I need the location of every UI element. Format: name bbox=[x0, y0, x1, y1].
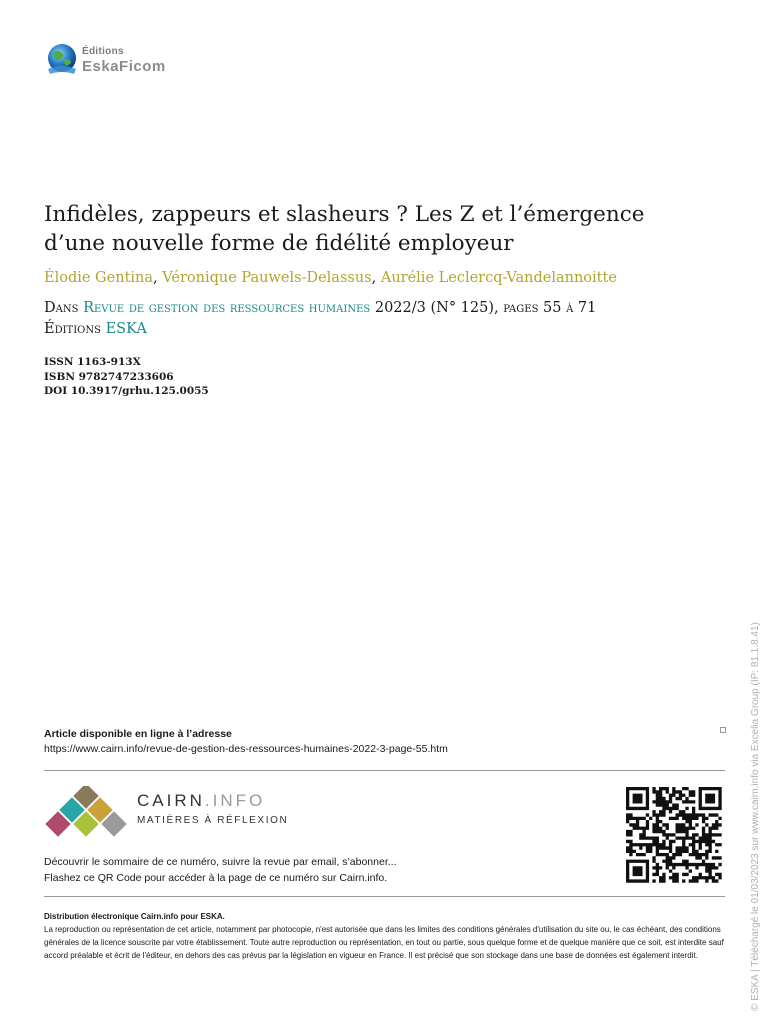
identifiers bbox=[44, 355, 209, 399]
journal-info bbox=[44, 298, 734, 319]
distribution-title: Distribution électronique Cairn.info pour ESKA. bbox=[44, 912, 225, 921]
availability-label: Article disponible en ligne à l’adresse bbox=[44, 728, 232, 740]
distribution-notice: La reproduction ou représentation de cet article, notamment par photocopie, n'est autorisée que dans les limites des conditions générales d'utilisation du site ou, le cas échéant, des conditions générales de la licence souscrite par votre établissement. Toute autre reproduction ou représentation, en tout ou partie, sous quelque forme et de quelque manière que ce soit, est interdite sauf accord préalable et écrit de l'éditeur, en dehors des cas prévus par la législation en vigueur en France. Il est précisé que son stockage dans une base de données est également interdit. bbox=[44, 925, 724, 960]
divider bbox=[44, 770, 725, 771]
author-link[interactable]: Aurélie Leclercq-Vandelannoitte bbox=[380, 270, 617, 286]
author-link[interactable]: Véronique Pauwels-Delassus bbox=[162, 270, 372, 286]
small-square-mark bbox=[720, 727, 726, 733]
journal-pages: , pages 55 à 71 bbox=[494, 300, 597, 316]
isbn: ISBN 9782747233606 bbox=[44, 370, 174, 383]
issn: ISSN 1163-913X bbox=[44, 356, 141, 368]
cairn-logo-icon bbox=[44, 786, 128, 838]
cairn-tagline: MATIÈRES À RÉFLEXION bbox=[137, 815, 289, 826]
author-separator: , bbox=[153, 270, 163, 286]
author-separator: , bbox=[371, 270, 381, 286]
journal-prefix: Dans bbox=[44, 300, 79, 316]
qr-modules bbox=[626, 787, 722, 883]
cairn-wordmark bbox=[137, 791, 265, 811]
discover-text: Découvrir le sommaire de ce numéro, suivre la revue par email, s’abonner... bbox=[44, 856, 397, 868]
journal-issue: 2022/3 (N° 125) bbox=[374, 300, 495, 316]
editor-info bbox=[44, 319, 147, 340]
journal-name-link[interactable]: Revue de gestion des ressources humaines bbox=[83, 300, 371, 316]
publisher-logo-small-text: Éditions bbox=[82, 46, 124, 57]
article-title-line-2: d’une nouvelle forme de fidélité employeur bbox=[44, 231, 514, 256]
article-title bbox=[44, 200, 684, 258]
divider bbox=[44, 896, 725, 897]
author-list bbox=[44, 268, 724, 288]
globe-icon bbox=[44, 42, 80, 78]
cairn-wordmark-suffix: .INFO bbox=[204, 791, 266, 810]
editions-label: Éditions bbox=[44, 321, 101, 337]
article-title-line-1: Infidèles, zappeurs et slasheurs ? Les Z et l’émergence bbox=[44, 202, 645, 227]
publisher-logo-name: EskaFicom bbox=[82, 58, 166, 75]
download-watermark: © ESKA | Téléchargé le 01/03/2023 sur www.cairn.info via Excelia Group (IP: 81.1.8.41) bbox=[750, 622, 761, 1011]
article-url-link[interactable]: https://www.cairn.info/revue-de-gestion-des-ressources-humaines-2022-3-page-55.htm bbox=[44, 743, 448, 755]
editor-link[interactable]: ESKA bbox=[105, 321, 147, 337]
author-link[interactable]: Élodie Gentina bbox=[44, 270, 154, 286]
qr-instruction-text: Flashez ce QR Code pour accéder à la page de ce numéro sur Cairn.info. bbox=[44, 872, 388, 884]
publisher-logo bbox=[44, 42, 194, 82]
cairn-wordmark-main: CAIRN bbox=[137, 791, 205, 810]
doi: DOI 10.3917/grhu.125.0055 bbox=[44, 385, 209, 397]
qr-code[interactable] bbox=[626, 787, 724, 883]
